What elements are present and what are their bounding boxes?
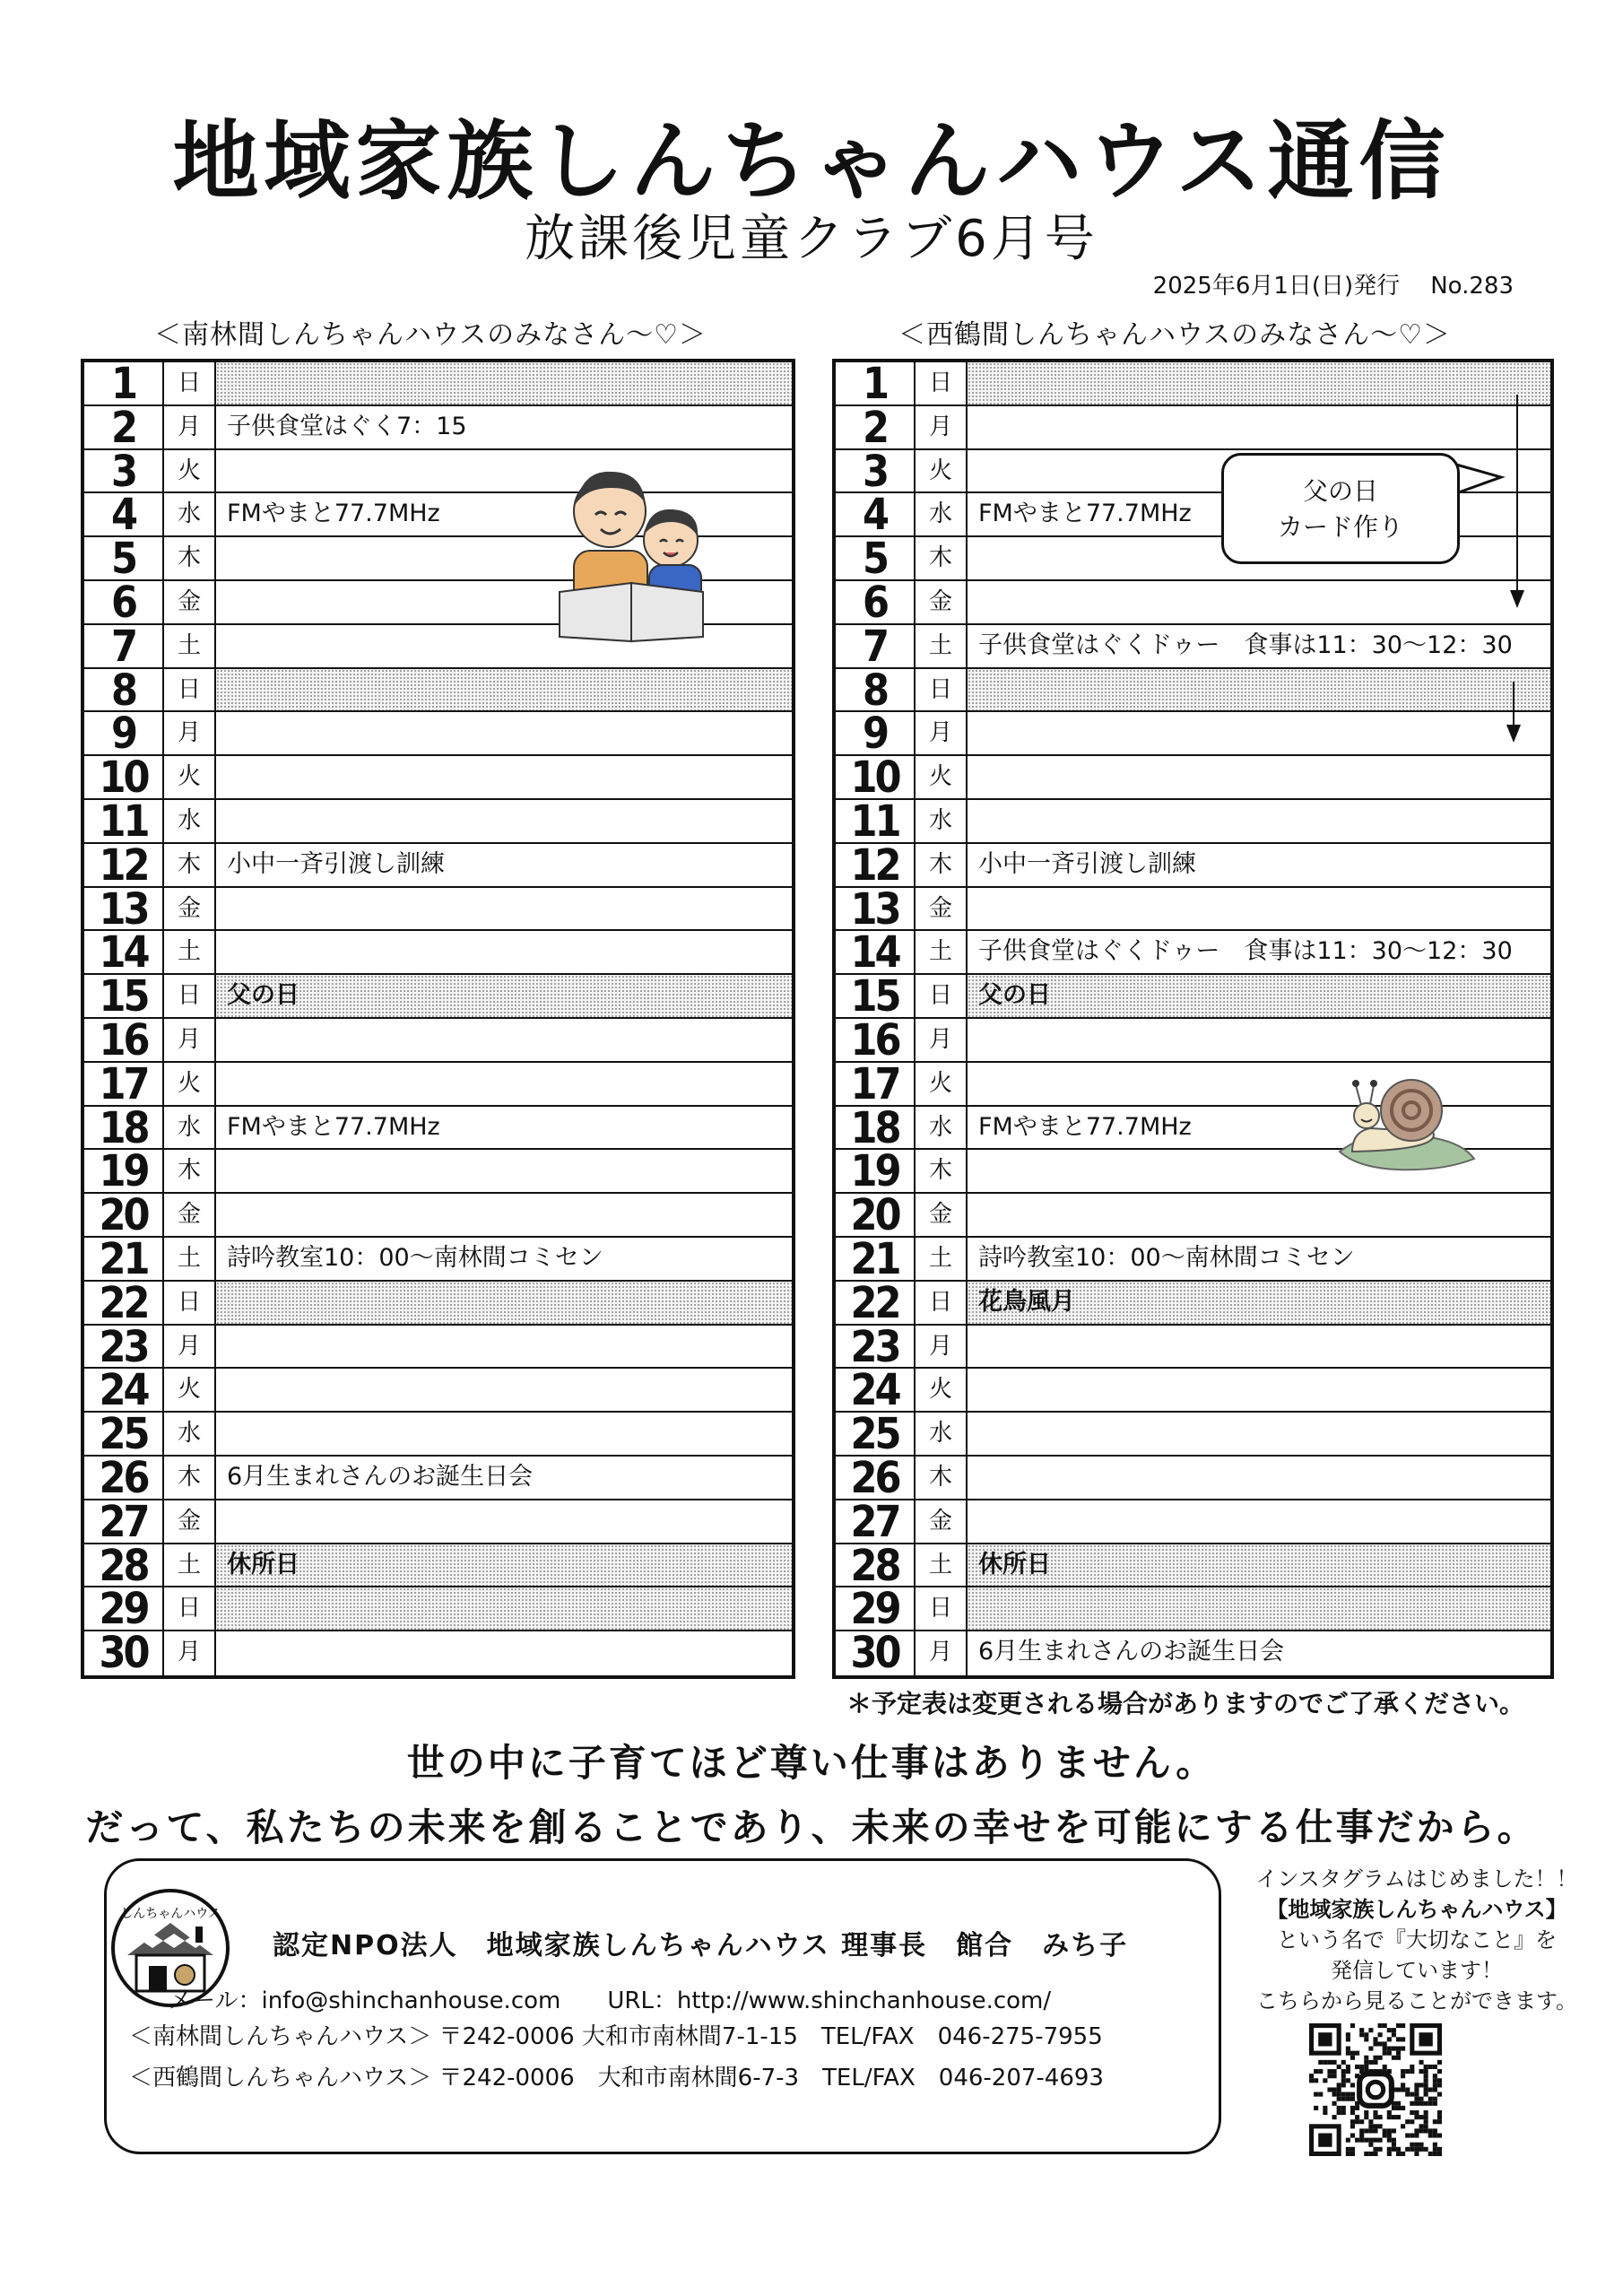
day-number: 5: [836, 537, 916, 579]
fathers-day-card-bubble: [1221, 453, 1460, 564]
day-number: 8: [84, 669, 164, 711]
calendar-row: [836, 1500, 1550, 1544]
day-event: 詩吟教室10：00〜南林間コミセン: [978, 1244, 1355, 1272]
parent-reading-illustration: [556, 457, 708, 646]
issue-date: 2025年6月1日(日)発行: [1152, 273, 1401, 300]
calendar-row: [836, 1457, 1550, 1500]
day-event: FMやまと77.7MHz: [978, 500, 1192, 528]
day-of-week: 水: [916, 1107, 968, 1149]
nishitsuruma-address: ＜西鶴間しんちゃんハウス＞ 〒242-0006 大和市南林間6-7-3 TEL/FAX 046-207-4693: [129, 2065, 1104, 2092]
calendar-row: [836, 1587, 1550, 1631]
day-of-week: 火: [916, 1063, 968, 1105]
day-event: FMやまと77.7MHz: [227, 1112, 440, 1141]
day-event: [968, 756, 1550, 798]
day-of-week: 水: [164, 1107, 216, 1149]
day-number: 13: [836, 888, 916, 930]
day-event: [216, 756, 792, 798]
day-event: [216, 1369, 792, 1411]
calendar-row: [84, 888, 792, 932]
calendar-row: [836, 712, 1550, 756]
calendar-row: [84, 1587, 792, 1631]
day-event: 子供食堂はぐく7：15: [227, 412, 467, 440]
schedule-change-note: ＊予定表は変更される場合がありますのでご了承ください。: [846, 1689, 1524, 1718]
day-of-week: 火: [164, 450, 216, 492]
instagram-line-2: 【地域家族しんちゃんハウス】: [1266, 1897, 1567, 1922]
day-number: 20: [836, 1194, 916, 1236]
day-event: [968, 1500, 1550, 1543]
day-of-week: 水: [164, 493, 216, 535]
day-number: 26: [836, 1457, 916, 1499]
day-of-week: 土: [164, 1238, 216, 1280]
day-of-week: 日: [916, 1587, 968, 1630]
day-event: 父の日: [968, 975, 1550, 1017]
calendar-row: [84, 1107, 792, 1151]
calendar-row: [836, 1282, 1550, 1326]
calendar-row: [836, 1194, 1550, 1238]
day-of-week: 土: [164, 625, 216, 667]
day-of-week: 日: [164, 362, 216, 404]
day-event: 子供食堂はぐくドゥー 食事は11：30〜12：30: [978, 937, 1513, 966]
day-number: 5: [84, 537, 164, 579]
day-number: 10: [836, 756, 916, 798]
day-number: 23: [84, 1326, 164, 1368]
contact-email-url: メール：info@shinchanhouse.com URL：http://www.shinchanhouse.com/: [169, 1987, 1052, 2014]
day-of-week: 火: [164, 756, 216, 798]
calendar-row: [836, 406, 1550, 450]
day-number: 30: [836, 1631, 916, 1675]
day-number: 1: [836, 362, 916, 404]
message-line-1: 世の中に子育てほど尊い仕事はありません。: [406, 1741, 1217, 1785]
day-number: 25: [84, 1413, 164, 1455]
instagram-line-5: こちらから見ることができます。: [1255, 1988, 1578, 2013]
instagram-notice: [1237, 1864, 1596, 2016]
day-of-week: 月: [164, 712, 216, 754]
day-of-week: 土: [916, 1544, 968, 1587]
calendar-row: [84, 844, 792, 888]
day-number: 29: [836, 1587, 916, 1630]
day-of-week: 日: [916, 1282, 968, 1324]
day-of-week: 月: [164, 1631, 216, 1675]
day-number: 12: [84, 844, 164, 886]
day-of-week: 土: [916, 1238, 968, 1280]
day-event: 小中一斉引渡し訓練: [227, 849, 445, 878]
day-event: FMやまと77.7MHz: [227, 500, 440, 528]
snail-illustration: [1334, 1065, 1478, 1173]
instagram-line-4: 発信しています！: [1331, 1958, 1503, 1983]
day-event: [968, 669, 1550, 711]
calendar-row: [836, 1413, 1550, 1457]
day-number: 15: [836, 975, 916, 1017]
day-event: [968, 1326, 1550, 1368]
instagram-line-1: インスタグラムはじめました！！: [1255, 1866, 1578, 1892]
calendar-row: [836, 1238, 1550, 1282]
day-number: 22: [836, 1282, 916, 1324]
day-of-week: 日: [164, 1587, 216, 1630]
calendar-row: [836, 1369, 1550, 1413]
day-of-week: 水: [164, 800, 216, 842]
day-of-week: 木: [916, 844, 968, 886]
day-of-week: 木: [164, 1457, 216, 1499]
calendar-row: [836, 362, 1550, 406]
day-event: [968, 712, 1550, 754]
calendar-row: [84, 406, 792, 450]
day-number: 1: [84, 362, 164, 404]
calendar-row: [84, 756, 792, 800]
day-of-week: 日: [164, 1282, 216, 1324]
day-event: [216, 1282, 792, 1324]
issue-info: [1153, 271, 1514, 301]
day-number: 10: [84, 756, 164, 798]
day-of-week: 日: [916, 975, 968, 1017]
newsletter-subtitle: 放課後児童クラブ6月号: [525, 210, 1098, 268]
day-of-week: 水: [916, 1413, 968, 1455]
calendar-row: [84, 669, 792, 713]
day-event: [968, 581, 1550, 623]
day-number: 27: [84, 1500, 164, 1543]
day-number: 28: [836, 1544, 916, 1587]
day-number: 12: [836, 844, 916, 886]
calendar-row: [836, 975, 1550, 1019]
day-of-week: 土: [916, 625, 968, 667]
day-event: [968, 362, 1550, 404]
calendar-row: [836, 1019, 1550, 1063]
day-of-week: 日: [916, 669, 968, 711]
day-number: 21: [836, 1238, 916, 1280]
day-event: 子供食堂はぐくドゥー 食事は11：30〜12：30: [978, 631, 1513, 659]
calendar-row: [84, 1413, 792, 1457]
day-of-week: 金: [164, 581, 216, 623]
day-number: 2: [836, 406, 916, 448]
day-event: [216, 1326, 792, 1368]
day-of-week: 金: [164, 888, 216, 930]
day-event: [216, 362, 792, 404]
day-number: 16: [84, 1019, 164, 1061]
day-number: 24: [836, 1369, 916, 1411]
day-event: [968, 1194, 1550, 1236]
calendar-row: [84, 1150, 792, 1194]
calendar-row: [836, 581, 1550, 625]
day-number: 3: [84, 450, 164, 492]
organization-name: 認定NPO法人 地域家族しんちゃんハウス 理事長 館合 みち子: [273, 1930, 1129, 1961]
day-event: [216, 1500, 792, 1543]
day-number: 3: [836, 450, 916, 492]
day-event: 詩吟教室10：00〜南林間コミセン: [227, 1244, 603, 1272]
day-event: [216, 1019, 792, 1061]
down-arrow-icon: [1506, 395, 1528, 610]
day-of-week: 日: [164, 669, 216, 711]
day-event: [968, 1413, 1550, 1455]
day-event: 小中一斉引渡し訓練: [978, 849, 1196, 878]
day-of-week: 土: [916, 931, 968, 973]
day-event: 6月生まれさんのお誕生日会: [227, 1463, 534, 1491]
day-number: 19: [84, 1150, 164, 1192]
day-of-week: 火: [916, 450, 968, 492]
day-of-week: 火: [916, 756, 968, 798]
day-event: [968, 1587, 1550, 1630]
day-event: 休所日: [216, 1544, 792, 1587]
calendar-row: [836, 756, 1550, 800]
day-number: 18: [84, 1107, 164, 1149]
day-of-week: 月: [916, 712, 968, 754]
day-event: [216, 800, 792, 842]
day-of-week: 木: [916, 537, 968, 579]
day-number: 20: [84, 1194, 164, 1236]
day-of-week: 金: [916, 581, 968, 623]
day-of-week: 金: [164, 1194, 216, 1236]
day-number: 13: [84, 888, 164, 930]
day-of-week: 火: [164, 1369, 216, 1411]
calendar-row: [84, 931, 792, 975]
day-number: 26: [84, 1457, 164, 1499]
nishitsuruma-heading: ＜西鶴間しんちゃんハウスのみなさん〜♡＞: [898, 319, 1451, 351]
day-number: 15: [84, 975, 164, 1017]
calendar-row: [836, 1326, 1550, 1370]
day-number: 17: [836, 1063, 916, 1105]
day-number: 24: [84, 1369, 164, 1411]
day-number: 17: [84, 1063, 164, 1105]
day-event: [968, 888, 1550, 930]
day-of-week: 月: [164, 1019, 216, 1061]
day-number: 30: [84, 1631, 164, 1675]
calendar-row: [84, 1326, 792, 1370]
day-number: 14: [84, 931, 164, 973]
day-of-week: 月: [916, 1326, 968, 1368]
day-event: [216, 1413, 792, 1455]
calendar-row: [836, 931, 1550, 975]
day-of-week: 火: [916, 1369, 968, 1411]
calendar-row: [84, 800, 792, 844]
day-number: 11: [84, 800, 164, 842]
day-of-week: 水: [916, 800, 968, 842]
day-number: 7: [836, 625, 916, 667]
instagram-line-3: という名で『大切なこと』を: [1277, 1927, 1557, 1952]
day-number: 14: [836, 931, 916, 973]
day-of-week: 月: [164, 1326, 216, 1368]
day-event: FMやまと77.7MHz: [978, 1112, 1192, 1141]
day-number: 19: [836, 1150, 916, 1192]
day-of-week: 火: [164, 1063, 216, 1105]
day-number: 8: [836, 669, 916, 711]
calendar-row: [84, 975, 792, 1019]
day-of-week: 木: [916, 1150, 968, 1192]
day-of-week: 土: [164, 931, 216, 973]
day-event: [968, 1457, 1550, 1499]
calendar-row: [836, 625, 1550, 669]
day-event: [968, 800, 1550, 842]
day-number: 27: [836, 1500, 916, 1543]
day-event: [216, 1587, 792, 1630]
day-of-week: 月: [916, 1631, 968, 1675]
day-of-week: 木: [164, 1150, 216, 1192]
day-of-week: 金: [916, 1500, 968, 1543]
day-of-week: 木: [916, 1457, 968, 1499]
day-event: [216, 1194, 792, 1236]
day-event: [968, 1369, 1550, 1411]
day-event: 休所日: [968, 1544, 1550, 1587]
day-of-week: 日: [164, 975, 216, 1017]
day-event: [216, 1150, 792, 1192]
day-number: 21: [84, 1238, 164, 1280]
day-number: 4: [84, 493, 164, 535]
calendar-row: [84, 1282, 792, 1326]
day-of-week: 月: [164, 406, 216, 448]
day-event: 父の日: [216, 975, 792, 1017]
calendar-row: [836, 844, 1550, 888]
day-number: 22: [84, 1282, 164, 1324]
day-number: 9: [836, 712, 916, 754]
day-number: 25: [836, 1413, 916, 1455]
day-number: 29: [84, 1587, 164, 1630]
issue-number: No.283: [1430, 273, 1514, 300]
day-number: 11: [836, 800, 916, 842]
day-of-week: 金: [916, 1194, 968, 1236]
calendar-row: [836, 888, 1550, 932]
day-event: [968, 406, 1550, 448]
day-of-week: 水: [916, 493, 968, 535]
day-of-week: 月: [916, 1019, 968, 1061]
calendar-row: [84, 1500, 792, 1544]
bubble-line-2: カード作り: [1277, 512, 1403, 542]
calendar-row: [84, 1194, 792, 1238]
calendar-row: [836, 669, 1550, 713]
day-number: 23: [836, 1326, 916, 1368]
day-event: [216, 1631, 792, 1675]
day-of-week: 金: [164, 1500, 216, 1543]
day-number: 9: [84, 712, 164, 754]
day-number: 4: [836, 493, 916, 535]
day-of-week: 木: [164, 537, 216, 579]
calendar-row: [84, 1369, 792, 1413]
day-of-week: 水: [164, 1413, 216, 1455]
day-number: 16: [836, 1019, 916, 1061]
day-number: 28: [84, 1544, 164, 1587]
calendar-row: [84, 1238, 792, 1282]
calendar-row: [84, 1457, 792, 1500]
calendar-row: [84, 1544, 792, 1588]
day-of-week: 日: [916, 362, 968, 404]
day-event: [216, 931, 792, 973]
day-of-week: 木: [164, 844, 216, 886]
day-of-week: 土: [164, 1544, 216, 1587]
down-arrow-icon: [1503, 682, 1524, 744]
day-number: 6: [84, 581, 164, 623]
day-event: [968, 1019, 1550, 1061]
day-number: 18: [836, 1107, 916, 1149]
speech-bubble-tail: [1453, 457, 1506, 511]
calendar-row: [836, 1544, 1550, 1588]
minamirinkan-address: ＜南林間しんちゃんハウス＞ 〒242-0006 大和市南林間7-1-15 TEL/FAX 046-275-7955: [129, 2023, 1103, 2050]
day-number: 6: [836, 581, 916, 623]
calendar-row: [84, 712, 792, 756]
newsletter-title: 地域家族しんちゃんハウス通信: [172, 111, 1451, 212]
day-number: 7: [84, 625, 164, 667]
calendar-row: [84, 1019, 792, 1063]
svg-text:しんちゃんハウス: しんちゃんハウス: [120, 1907, 221, 1921]
day-of-week: 金: [916, 888, 968, 930]
bubble-line-1: 父の日: [1302, 476, 1378, 506]
day-event: [216, 669, 792, 711]
day-number: 2: [84, 406, 164, 448]
day-event: 6月生まれさんのお誕生日会: [978, 1638, 1285, 1666]
calendar-row: [84, 1063, 792, 1107]
day-event: [216, 712, 792, 754]
minamirinkan-heading: ＜南林間しんちゃんハウスのみなさん〜♡＞: [154, 319, 707, 351]
calendar-row: [84, 1631, 792, 1675]
calendar-row: [84, 362, 792, 406]
instagram-qr-code[interactable]: [1309, 2023, 1442, 2156]
calendar-row: [836, 1631, 1550, 1675]
day-of-week: 月: [916, 406, 968, 448]
message-line-2: だって、私たちの未来を創ることであり、未来の幸せを可能にする仕事だから。: [85, 1805, 1538, 1849]
day-event: [216, 1063, 792, 1105]
calendar-row: [836, 800, 1550, 844]
day-event: [216, 888, 792, 930]
day-event: 花鳥風月: [968, 1282, 1550, 1324]
